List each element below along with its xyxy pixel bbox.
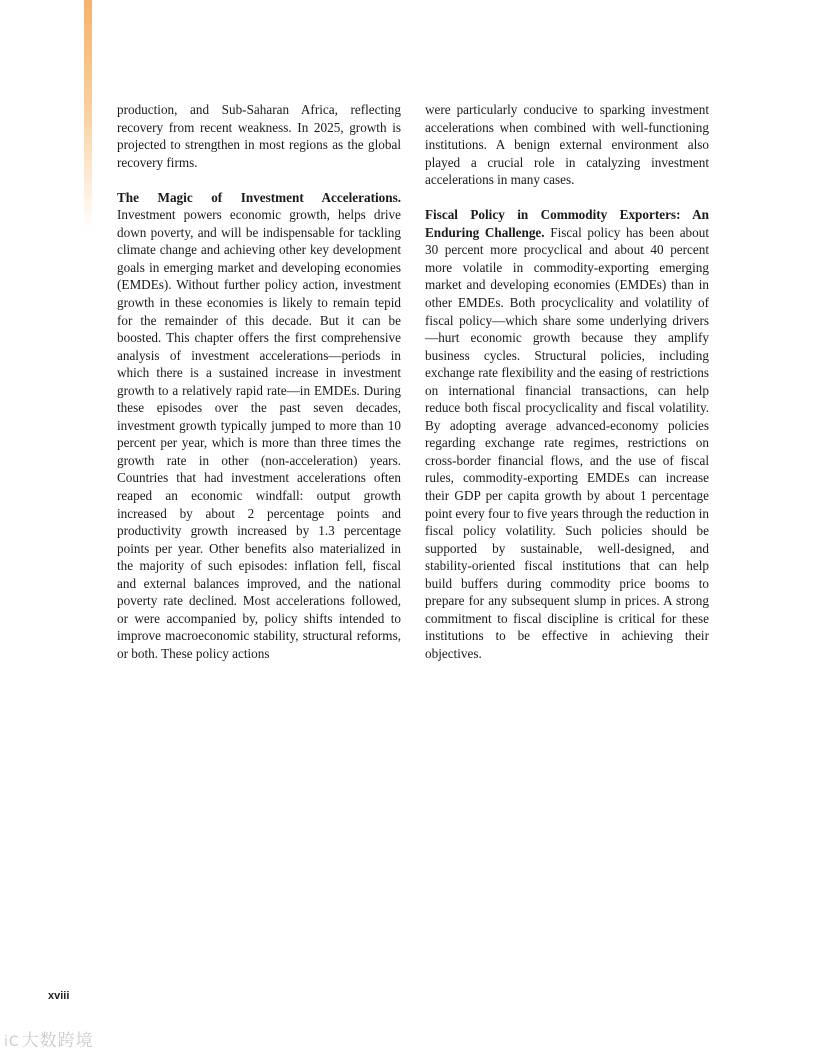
section-heading-fiscal-policy: Fiscal Policy in Commodity Exporters: An Enduring Challenge.	[425, 207, 709, 240]
paragraph-body: Investment powers economic growth, helps drive down poverty, and will be indispensable for tackling climate change and achieving other key development goals in emerging market and developing economies (EMDEs). Without further policy action, investment growth in these economies is likely to remain tepid for the remainder of this decade. But it can be boosted. This chapter offers the first comprehensive analysis of investment accelerations—periods in which there is a sustained increase in investment growth to a relatively rapid rate—in EMDEs. During these episodes over the past seven decades, investment growth typically jumped to more than 10 percent per year, which is more than three times the growth rate in other (non-acceleration) years. Countries that had investment accelerations often reaped an economic windfall: output growth increased by about 2 percentage points and productivity growth increased by 1.3 percentage points per year. Other benefits also materialized in the majority of such episodes: inflation fell, fiscal and external balances improved, and the national poverty rate declined. Most accelerations followed, or were accompanied by, policy shifts intended to improve macroeconomic stability, structural reforms, or both. These policy actions	[117, 207, 401, 661]
section-heading-investment-accelerations: The Magic of Investment Accelerations.	[117, 189, 401, 205]
paragraph-investment-accelerations	[117, 189, 401, 663]
watermark	[4, 1026, 94, 1051]
accent-bar	[84, 0, 92, 230]
page-number: xviii	[48, 990, 70, 1002]
right-column	[425, 101, 709, 680]
left-column	[117, 101, 401, 680]
paragraph-investment-continued: were particularly conducive to sparking investment accelerations when combined with well-functioning institutions. A benign external environment also played a crucial role in catalyzing investment accelerations in many cases.	[425, 102, 709, 188]
paragraph-regional-outlook: production, and Sub-Saharan Africa, reflecting recovery from recent weakness. In 2025, growth is projected to strengthen in most regions as the global recovery firms.	[117, 102, 401, 170]
paragraph-fiscal-policy	[425, 206, 709, 662]
watermark-logo-icon: iC	[4, 1034, 20, 1050]
watermark-text: 大数跨境	[21, 1031, 94, 1051]
paragraph-body: Fiscal policy has been about 30 percent more procyclical and about 40 percent more volatile in commodity-exporting emerging market and developing economies (EMDEs) than in other EMDEs. Both procyclicality and volatility of fiscal policy—which share some underlying drivers—hurt economic growth because they amplify business cycles. Structural policies, including exchange rate flexibility and the easing of restrictions on international financial transactions, can help reduce both fiscal procyclicality and fiscal volatility. By adopting average advanced-economy policies regarding exchange rate regimes, restrictions on cross-border financial flows, and the use of fiscal rules, commodity-exporting EMDEs can increase their GDP per capita growth by about 1 percentage point every four to five years through the reduction in fiscal policy volatility. Such policies should be supported by sustainable, well-designed, and stability-oriented fiscal institutions that can help build buffers during commodity price booms to prepare for any subsequent slump in prices. A strong commitment to fiscal discipline is critical for these institutions to be effective in achieving their objectives.	[425, 224, 709, 661]
